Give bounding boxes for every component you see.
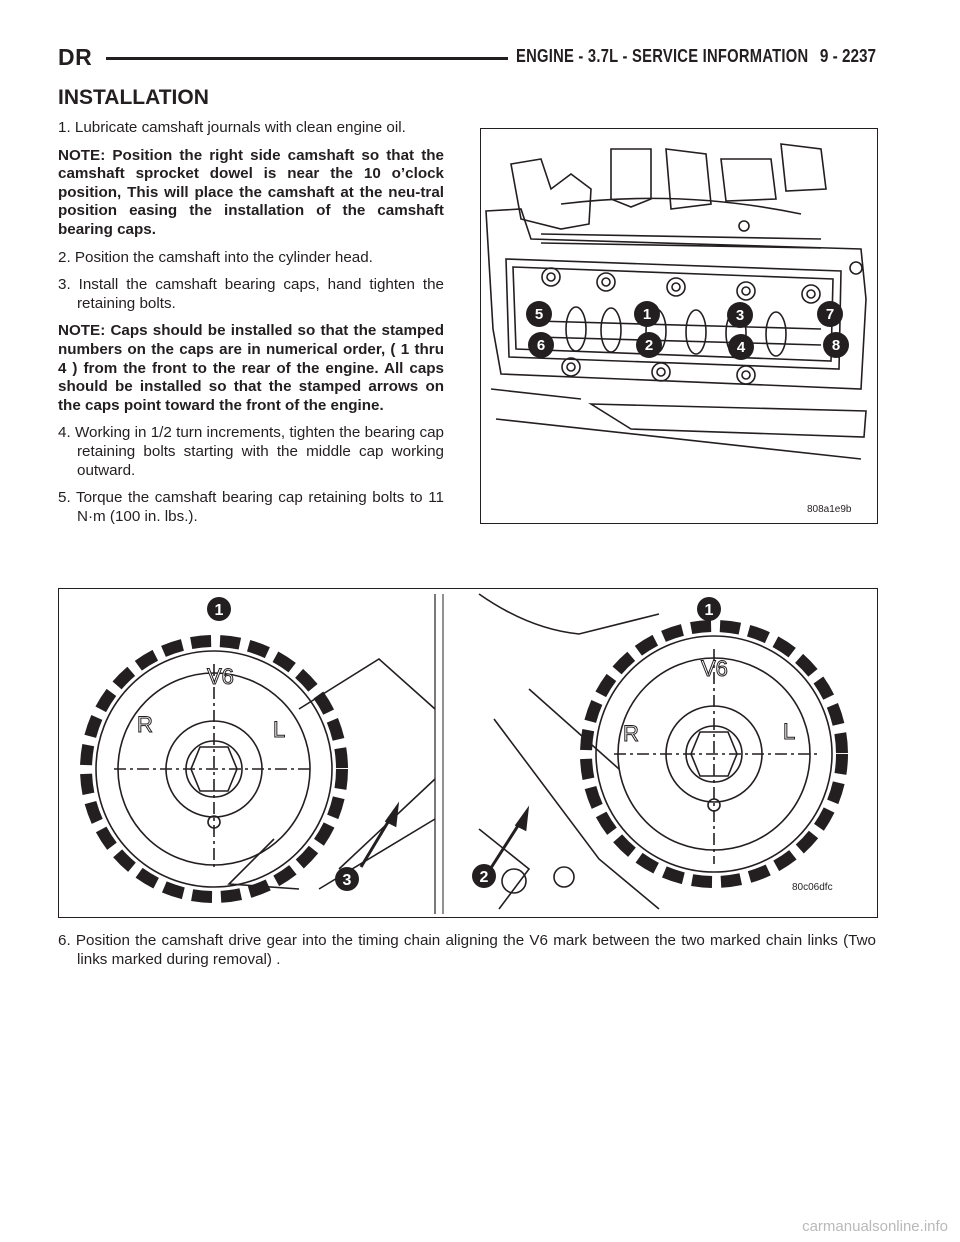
timing-chain-illustration [59,589,877,917]
sprocket-mark-r-right: R [623,721,639,746]
step-3: 3. Install the camshaft bearing caps, hand tighten the retaining bolts. [58,276,444,312]
page-number: 9 - 2237 [819,46,876,66]
sprocket-mark-v6-right: V6 [701,656,728,681]
section-heading: INSTALLATION [58,86,209,109]
cap-callout-2: 2 [644,337,654,354]
figure-id-label: 808a1e9b [807,504,852,515]
step-6: 6. Position the camshaft drive gear into the timing chain aligning the V6 mark between the two marked chain links (Two links marked during removal) . [58,932,876,968]
note-cap-order: NOTE: Caps should be installed so that the stamped numbers on the caps are in numerical order, ( 1 thru 4 ) from the front to the rear of the engine. All caps should be installed so that the stamped arrows on the caps point toward the front of the engine. [58,322,444,414]
sprocket-mark-l-right: L [783,719,796,744]
header-rule [106,57,508,60]
step-1: 1. Lubricate camshaft journals with clean engine oil. [58,119,406,136]
cap-callout-7: 7 [825,306,835,323]
callout-1-left: 1 [214,602,224,619]
header-title: ENGINE - 3.7L - SERVICE INFORMATION [516,46,809,66]
step-5: 5. Torque the camshaft bearing cap retaining bolts to 11 N·m (100 in. lbs.). [58,489,444,525]
figure-bearing-caps [480,128,878,524]
instructions-column [58,119,444,535]
section-code: DR [58,44,93,70]
cap-callout-8: 8 [831,337,841,354]
step-6-block [58,932,876,969]
cap-callout-5: 5 [534,306,544,323]
cap-callout-4: 4 [736,339,746,356]
sprocket-mark-l-left: L [273,717,286,742]
sprocket-mark-v6-left: V6 [207,664,234,689]
callout-2: 2 [479,869,489,886]
note-camshaft-position: NOTE: Position the right side camshaft so that the camshaft sprocket dowel is near the 10 o’clock position, This will place the camshaft at the neu-tral position easing the installation of the camshaft bearing caps. [58,146,444,238]
figure-timing-chain [58,588,878,918]
cap-callout-6: 6 [536,337,546,354]
sprocket-mark-r-left: R [137,712,153,737]
step-2: 2. Position the camshaft into the cylinder head. [58,248,373,266]
cap-callout-3: 3 [735,307,745,324]
page-header [58,44,876,72]
figure-id-label: 80c06dfc [792,882,833,893]
bearing-caps-illustration [481,129,877,523]
callout-1-right: 1 [704,602,714,619]
cap-callout-1: 1 [642,306,652,323]
footer-watermark[interactable]: carmanualsonline.info [802,1218,948,1235]
callout-3: 3 [342,872,352,889]
step-4: 4. Working in 1/2 turn increments, tighten the bearing cap retaining bolts starting with the middle cap working outward. [58,424,444,479]
